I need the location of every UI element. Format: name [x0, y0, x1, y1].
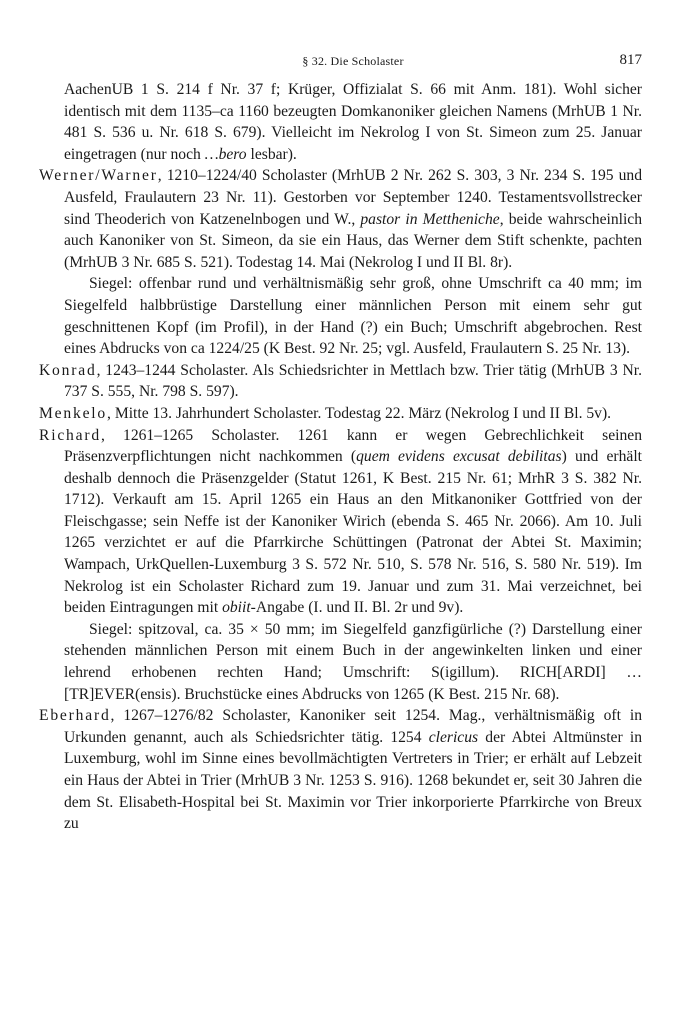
text-segment: , 1243–1244 Scholaster. Als Schiedsrichter in Mettlach bzw. Trier tätig (MrhUB 3 Nr. 737 S. 555, Nr. 798 S. 597).: [64, 361, 642, 401]
entry-name: Werner/Warner: [39, 167, 158, 185]
text-segment: lesbar).: [246, 145, 297, 163]
entry-eberhard: [39, 705, 642, 835]
text-segment: AachenUB 1 S. 214 f Nr. 37 f; Krüger, Offizialat S. 66 mit Anm. 181). Wohl sicher identisch mit dem 1135–ca 1160 bezeugten Domkanoniker gleichen Namens (MrhUB 1 Nr. 481 S. 536 u. Nr. 618 S. 679). Vielleicht im Nekrolog I von St. Simeon zum 25. Januar eingetragen (nur noch: [64, 81, 642, 163]
entry-name: Konrad: [39, 361, 97, 379]
entry-konrad: [39, 360, 642, 403]
running-title: § 32. Die Scholaster: [302, 54, 404, 68]
text-segment: -Angabe (I. und II. Bl. 2r und 9v).: [250, 599, 464, 617]
page-body: [39, 79, 642, 835]
text-segment: ) und erhält deshalb dennoch die Präsenzgelder (Statut 1261, K Best. 215 Nr. 61; MrhR 3 S. 382 Nr. 1712). Verkauft am 15. April 1265 ein Haus an den Mitkanoniker Gottfried von der Fleischgasse; sein Neffe ist der Kanoniker Wirich (ebenda S. 465 Nr. 2066). Am 10. Juli 1265 verzichtet er auf die Pfarrkirche Schüttingen (Patronat der Abtei St. Maximin; Wampach, UrkQuellen-Luxemburg 3 S. 572 Nr. 510, S. 578 Nr. 516, S. 580 Nr. 519). Im Nekrolog ist ein Scholaster Richard zum 19. Januar und zum 31. Mai verzeichnet, bei beiden Eintragungen mit: [64, 448, 642, 617]
text-segment: der Abtei Altmünster in Luxemburg, wohl im Sinne eines bevollmächtigten Vertreters in Trier; er erhält auf Lebzeit ein Haus der Abtei in Trier (MrhUB 3 Nr. 1253 S. 916). 1268 bekundet er, seit 30 Jahren die dem St. Elisabeth-Hospital bei St. Maximin vor Trier inkorporierte Pfarrkirche von Breux zu: [64, 728, 642, 833]
page-number: 817: [619, 52, 642, 68]
text-segment: , 1210–1224/40 Scholaster (MrhUB 2 Nr. 262 S. 303, 3 Nr. 234 S. 195 und Ausfeld, Fraulautern 23 Nr. 11). Gestorben vor September 1240. Testamentsvollstrecker sind Theoderich von Katzenelnbogen und W.,: [64, 167, 642, 228]
seal-description-werner: Siegel: offenbar rund und verhältnismäßig sehr groß, ohne Umschrift ca 40 mm; im Siegelfeld halbbrüstige Darstellung einer männlichen Person mit einem sehr gut geschnittenen Kopf (im Profil), in der Hand (?) ein Buch; Umschrift abgebrochen. Rest eines Abdrucks von ca 1224/25 (K Best. 92 Nr. 25; vgl. Ausfeld, Fraulautern S. 25 Nr. 13).: [64, 275, 642, 358]
continued-paragraph: [39, 79, 642, 165]
italic-segment: quem evidens excusat debilitas: [356, 448, 562, 466]
text-segment: , 1267–1276/82 Scholaster, Kanoniker seit 1254. Mag., verhältnismäßig oft in Urkunden genannt, auch als Schiedsrichter tätig. 1254: [64, 707, 642, 746]
text-segment: , beide wahrscheinlich auch Kanoniker von St. Simeon, da sie ein Haus, das Werner dem Stift schenkte, pachten (MrhUB 3 Nr. 685 S. 521). Todestag 14. Mai (Nekrolog I und II Bl. 8r).: [64, 210, 642, 271]
italic-segment: pastor in Mettheniche: [360, 210, 500, 228]
entry-werner: [39, 165, 642, 273]
italic-segment: clericus: [428, 728, 479, 746]
text-segment: , 1261–1265 Scholaster. 1261 kann er wegen Gebrechlichkeit seinen Präsenzverpflichtungen nicht nachkommen (: [64, 426, 642, 466]
entry-richard: [39, 425, 642, 619]
entry-name: Richard: [39, 426, 101, 444]
seal-description-richard: Siegel: spitzoval, ca. 35 × 50 mm; im Siegelfeld ganzfigürliche (?) Darstellung einer stehenden männlichen Person mit einem Buch in der angewinkelten linken und einer lehrend erhobenen rechten Hand; Umschrift: S(igillum). RICH[ARDI] … [TR]EVER(ensis). Bruchstücke eines Abdrucks von 1265 (K Best. 215 Nr. 68).: [64, 620, 642, 703]
text-segment: , Mitte 13. Jahrhundert Scholaster. Todestag 22. März (Nekrolog I und II Bl. 5v).: [107, 404, 612, 422]
entry-menkelo: [39, 403, 642, 425]
entry-name: Menkelo: [39, 404, 108, 422]
italic-segment: obiit: [222, 599, 251, 617]
entry-name: Eberhard: [39, 707, 111, 725]
page-header: [64, 52, 642, 72]
italic-segment: …bero: [204, 145, 247, 163]
